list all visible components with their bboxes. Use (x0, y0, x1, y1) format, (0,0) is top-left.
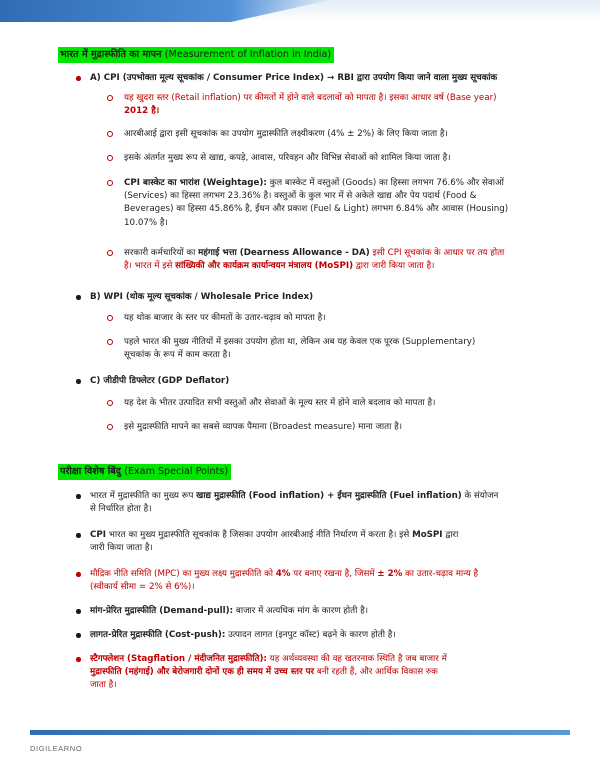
text-red: द्वारा जारी किया जाता है। (355, 261, 435, 272)
text-line: इसके अंतर्गत मुख्य रूप से खाद्य, कपड़े, आवास, परिवहन और विभिन्न सेवाओं को शामिल किया जाता है। (124, 153, 451, 163)
cpi-point-coverage (124, 152, 551, 165)
text-line: आरबीआई द्वारा इसी सूचकांक का उपयोग मुद्रास्फीति लक्ष्यीकरण (4% ± 2%) के लिए किया जाता है। (124, 129, 448, 139)
item-wpi (90, 291, 550, 304)
item-gdp-label: C) जीडीपी डिफ्लेटर (GDP Deflator) (90, 376, 230, 386)
bullet-icon (76, 657, 81, 662)
cpi-point-weightage (124, 177, 551, 230)
exam-point-cost-push (90, 629, 550, 642)
text-red-bold: सांख्यिकी और कार्यक्रम कार्यान्वयन मंत्रालय (MoSPI) (175, 261, 354, 272)
bullet-icon (76, 295, 81, 300)
bullet-icon (76, 633, 81, 638)
text-line: कुल बास्केट में वस्तुओं (Goods) का हिस्सा लगभग 76.6% और सेवाओं (269, 178, 504, 188)
circle-bullet-icon (107, 339, 113, 345)
circle-bullet-icon (107, 400, 113, 406)
text-red: इसी CPI सूचकांक के आधार पर तय होता (372, 248, 505, 258)
item-cpi (90, 72, 550, 85)
text-line: बाजार में अत्यधिक मांग के कारण होती है। (235, 606, 369, 616)
heading-english: (Exam Special Points) (124, 466, 229, 477)
text-red: है। भारत में इसे (124, 261, 173, 272)
gdp-point-broadest (124, 421, 551, 434)
heading-english: (Measurement of Inflation in India) (164, 49, 332, 60)
text-bold: लागत-प्रेरित मुद्रास्फीति (Cost-push): (90, 630, 226, 640)
heading-hindi: भारत में मुद्रास्फीति का मापन (60, 49, 162, 60)
text-line: से निर्धारित होता है। (90, 504, 152, 514)
circle-bullet-icon (107, 315, 113, 321)
bullet-icon (76, 379, 81, 384)
text-red: यह अर्थव्यवस्था की वह खतरनाक स्थिति है जब बाजार में (269, 654, 447, 664)
circle-bullet-icon (107, 180, 113, 186)
text-line: 10.07% है। (124, 217, 168, 228)
text-red: पर बनाए रखना है, जिसमें (293, 569, 375, 579)
footer-bar (30, 730, 570, 735)
text-line: सरकारी कर्मचारियों का (124, 248, 196, 258)
text-line: सूचकांक के रूप में काम करता है। (124, 350, 231, 361)
text-red-bold: मुद्रास्फीति (महंगाई) और बेरोजगारी दोनों एक ही समय में उच्च स्तर पर (90, 667, 315, 677)
bullet-icon (76, 76, 81, 81)
bullet-icon (76, 533, 81, 538)
circle-bullet-icon (107, 131, 113, 137)
text-line: यह खुदरा स्तर (Retail inflation) पर कीमतों में होने वाले बदलावों को मापता है। इसका आधार वर्ष (Base year) (124, 93, 497, 103)
exam-point-demand-pull (90, 605, 550, 618)
circle-bullet-icon (107, 250, 113, 256)
text-line: यह थोक बाजार के स्तर पर कीमतों के उतार-चढ़ाव को मापता है। (124, 313, 326, 323)
bullet-icon (76, 494, 81, 499)
text-bold: CPI (90, 530, 106, 540)
section-heading-exam-points (58, 464, 231, 480)
item-cpi-label: A) CPI (उपभोक्ता मूल्य सूचकांक / Consumer Price Index) → RBI द्वारा उपयोग किया जाने वाला मुख्य सूचकांक (90, 73, 498, 83)
wpi-point-supplementary (124, 336, 551, 362)
bullet-icon (76, 609, 81, 614)
header-wedge (0, 0, 330, 22)
text-bold: खाद्य मुद्रास्फीति (Food inflation) + ईंधन मुद्रास्फीति (Fuel inflation) (196, 491, 462, 501)
cpi-point-da (124, 247, 551, 273)
cpi-point-targeting (124, 128, 551, 141)
wpi-point-wholesale (124, 312, 551, 325)
exam-point-food-fuel (90, 490, 550, 516)
text-line: यह देश के भीतर उत्पादित सभी वस्तुओं और सेवाओं के मूल्य स्तर में होने वाले बदलाव को मापता है। (124, 398, 436, 408)
text-red: मौद्रिक नीति समिति (MPC) का मुख्य लक्ष्य मुद्रास्फीति को (90, 569, 273, 579)
section-heading-measurement (58, 47, 334, 63)
item-wpi-label: B) WPI (थोक मूल्य सूचकांक / Wholesale Price Index) (90, 292, 314, 302)
text-line: भारत में मुद्रास्फीति का मुख्य रूप (90, 491, 194, 501)
heading-hindi: परीक्षा विशेष बिंदु (60, 466, 121, 477)
text-line: जारी किया जाता है। (90, 543, 153, 553)
text-line: (Services) का हिस्सा लगभग 23.36% है। वस्तुओं के कुल भार में से अकेले खाद्य और पेय पदार्थ (Food & (124, 191, 477, 202)
text-line: भारत का मुख्य मुद्रास्फीति सूचकांक है जिसका उपयोग आरबीआई नीति निर्धारण में करता है। इसे (108, 530, 410, 540)
text-bold: महंगाई भत्ता (Dearness Allowance - DA) (198, 248, 370, 258)
gdp-point-measures (124, 397, 551, 410)
header-band (0, 0, 600, 22)
footer-brand: DIGILEARNO (30, 744, 83, 753)
text-line: द्वारा (445, 530, 459, 540)
cpi-point-retail (124, 92, 551, 118)
text-red: जाता है। (90, 680, 117, 690)
bullet-icon (76, 572, 81, 577)
text-line: Beverages) का हिस्सा 45.86% है, ईंधन और प्रकाश (Fuel & Light) लगभग 6.84% और आवास (Housing) (124, 204, 509, 215)
text-red: (स्वीकार्य सीमा = 2% से 6%)। (90, 582, 195, 592)
text-line: पहले भारत की मुख्य नीतियों में इसका उपयोग होता था, लेकिन अब यह केवल एक पूरक (Supplementary) (124, 337, 476, 347)
circle-bullet-icon (107, 95, 113, 101)
text-line: के संयोजन (464, 491, 499, 501)
item-gdp-deflator (90, 375, 550, 388)
text-bold: CPI बास्केट का भारांश (Weightage): (124, 178, 267, 188)
circle-bullet-icon (107, 155, 113, 161)
text-line: इसे मुद्रास्फीति मापने का सबसे व्यापक पैमाना (Broadest measure) माना जाता है। (124, 422, 403, 432)
text-red-bold: स्टैगफ्लेशन (Stagflation / मंदीजनित मुद्रास्फीति): (90, 654, 267, 664)
text-bold: MoSPI (412, 530, 443, 540)
text-line: 2012 है। (124, 106, 160, 117)
text-red-bold: ± 2% (377, 569, 403, 579)
text-red-bold: 4% (275, 569, 291, 579)
exam-point-cpi-mospi (90, 529, 550, 555)
circle-bullet-icon (107, 424, 113, 430)
exam-point-mpc (90, 568, 550, 594)
text-red: का उतार-चढ़ाव मान्य है (405, 569, 479, 579)
exam-point-stagflation (90, 653, 550, 692)
text-bold: मांग-प्रेरित मुद्रास्फीति (Demand-pull): (90, 606, 234, 616)
text-red: बनी रहती हैं, और आर्थिक विकास रुक (316, 667, 438, 677)
text-line: उत्पादन लागत (इनपुट कॉस्ट) बढ़ने के कारण होती है। (228, 630, 396, 640)
